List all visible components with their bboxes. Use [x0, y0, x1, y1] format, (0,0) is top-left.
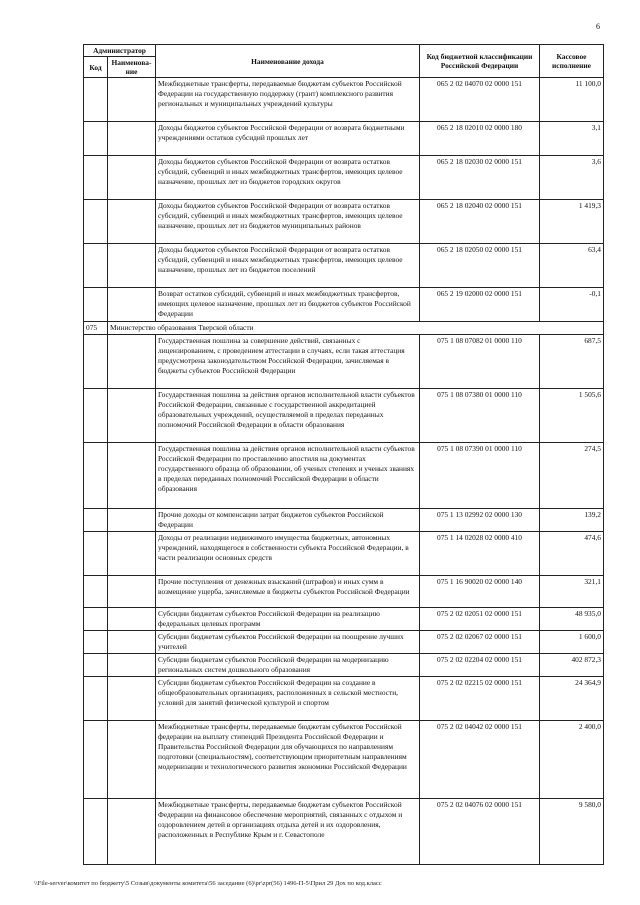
income-name: Доходы бюджетов субъектов Российской Федерации от возврата остатков субсидий, субвенций и иных межбюджетных трансфертов, имеющих целевое назначение, прошлых лет из бюджетов муниципальных районов	[156, 200, 420, 244]
income-name: Межбюджетные трансферты, передаваемые бюджетам субъектов Российской Федерации на государственную поддержку (грант) комплексного развития региональных и муниципальных учреждений культуры	[156, 78, 420, 122]
income-name: Межбюджетные трансферты, передаваемые бюджетам субъектов Российской Федерации на финансовое обеспечение мероприятий, связанных с отдыхом и оздоровлением детей в организациях отдыха детей и их оздоровления, расположенных в Республике Крым и г. Севастополе	[156, 799, 420, 865]
amount: 402 872,3	[540, 654, 604, 677]
amount: 3,6	[540, 156, 604, 200]
income-name: Субсидии бюджетам субъектов Российской Федерации на модернизацию региональных систем дошкольного образования	[156, 654, 420, 677]
income-name: Субсидии бюджетам субъектов Российской Федерации на реализацию федеральных целевых программ	[156, 608, 420, 631]
budget-code: 065 2 18 02010 02 0000 180	[420, 122, 540, 156]
table-row	[84, 335, 604, 389]
amount: 3,1	[540, 122, 604, 156]
amount: 1 600,0	[540, 631, 604, 654]
header-budget-classification: Код бюджетной классификации Российской Федерации	[420, 45, 540, 78]
amount: 1 505,6	[540, 389, 604, 443]
table-row	[84, 122, 604, 156]
income-name: Субсидии бюджетам субъектов Российской Федерации на поощрение лучших учителей	[156, 631, 420, 654]
budget-code: 065 2 18 02040 02 0000 151	[420, 200, 540, 244]
income-name: Доходы бюджетов субъектов Российской Федерации от возврата бюджетными учреждениями остатков субсидий прошлых лет	[156, 122, 420, 156]
table-row	[84, 78, 604, 122]
table-row	[84, 608, 604, 631]
budget-code: 075 1 08 07380 01 0000 110	[420, 389, 540, 443]
income-name: Межбюджетные трансферты, передаваемые бюджетам субъектов Российской федерации на выплату стипендий Президента Российской Федерации и Правительства Российской Федерации для обучающихся по направлениям подготовки (специальностям), соответствующим приоритетным направлениям модернизации и технологического развития экономики Российской Федерации	[156, 721, 420, 799]
budget-code: 075 1 08 07082 01 0000 110	[420, 335, 540, 389]
table-row	[84, 677, 604, 721]
income-name: Доходы от реализации недвижимого имущества бюджетных, автономных учреждений, находящегося в собственности субъекта Российской Федерации, в части реализации основных средств	[156, 532, 420, 576]
table-row	[84, 631, 604, 654]
income-name: Возврат остатков субсидий, субвенций и иных межбюджетных трансфертов, имеющих целевое назначение, прошлых лет из бюджетов субъектов Российской Федерации	[156, 288, 420, 322]
budget-code: 075 2 02 02067 02 0000 151	[420, 631, 540, 654]
table-row	[84, 721, 604, 799]
amount: 139,2	[540, 509, 604, 532]
amount: -0,1	[540, 288, 604, 322]
header-admin-name: Наименова-ние	[108, 57, 156, 78]
amount: 474,6	[540, 532, 604, 576]
table-row	[84, 532, 604, 576]
amount: 48 935,0	[540, 608, 604, 631]
income-name: Доходы бюджетов субъектов Российской Федерации от возврата остатков субсидий, субвенций и иных межбюджетных трансфертов, имеющих целевое назначение, прошлых лет из бюджетов городских округов	[156, 156, 420, 200]
table-row	[84, 200, 604, 244]
administrator-row	[84, 322, 604, 335]
header-cash-execution: Кассовое исполнение	[540, 45, 604, 78]
income-name: Государственная пошлина за действия органов исполнительной власти субъектов Российской Федерации, связанные с государственной аккредитацией образовательных учреждений, осуществляемой в пределах переданных полномочий Российской Федерации в области образования	[156, 389, 420, 443]
amount: 1 419,3	[540, 200, 604, 244]
table-row	[84, 288, 604, 322]
budget-code: 065 2 18 02030 02 0000 151	[420, 156, 540, 200]
table-row	[84, 654, 604, 677]
budget-code: 075 2 02 04076 02 0000 151	[420, 799, 540, 865]
income-name: Государственная пошлина за действия органов исполнительной власти субъектов Российской Федерации по проставлению апостиля на документах государственного образца об образовании, об ученых степенях и ученых званиях в пределах переданных полномочий Российской Федерации в области образования	[156, 443, 420, 509]
amount: 9 580,0	[540, 799, 604, 865]
income-name: Прочие поступления от денежных взысканий (штрафов) и иных сумм в возмещение ущерба, зачисляемые в бюджеты субъектов Российской Федерации	[156, 576, 420, 608]
income-name: Субсидии бюджетам субъектов Российской Федерации на создание в общеобразовательных организациях, расположенных в сельской местности, условий для занятий физической культурой и спортом	[156, 677, 420, 721]
table-header	[84, 45, 604, 78]
table-row	[84, 509, 604, 532]
admin-name: Министерство образования Тверской области	[108, 322, 604, 335]
table-row	[84, 443, 604, 509]
income-name: Прочие доходы от компенсации затрат бюджетов субъектов Российской Федерации	[156, 509, 420, 532]
amount: 274,5	[540, 443, 604, 509]
amount: 11 100,0	[540, 78, 604, 122]
table-row	[84, 389, 604, 443]
amount: 24 364,9	[540, 677, 604, 721]
income-name: Государственная пошлина за совершение действий, связанных с лицензированием, с проведением аттестации в случаях, если такая аттестация предусмотрена законодательством Российской Федерации, зачисляемая в бюджеты субъектов Российской Федерации	[156, 335, 420, 389]
table-row	[84, 576, 604, 608]
budget-code: 075 2 02 02215 02 0000 151	[420, 677, 540, 721]
table-row	[84, 244, 604, 288]
header-code: Код	[84, 57, 108, 78]
income-name: Доходы бюджетов субъектов Российской Федерации от возврата остатков субсидий, субвенций и иных межбюджетных трансфертов, имеющих целевое назначение, прошлых лет из бюджетов поселений	[156, 244, 420, 288]
budget-code: 075 1 13 02992 02 0000 130	[420, 509, 540, 532]
amount: 321,1	[540, 576, 604, 608]
header-income-name: Наименование дохода	[156, 45, 420, 78]
budget-code: 065 2 18 02050 02 0000 151	[420, 244, 540, 288]
budget-code: 065 2 19 02000 02 0000 151	[420, 288, 540, 322]
table-row	[84, 156, 604, 200]
budget-code: 075 2 02 02051 02 0000 151	[420, 608, 540, 631]
amount: 2 400,0	[540, 721, 604, 799]
amount: 63,4	[540, 244, 604, 288]
budget-code: 075 1 08 07390 01 0000 110	[420, 443, 540, 509]
amount: 687,5	[540, 335, 604, 389]
file-path-footer: \\File-server\комитет по бюджету\5 Созыв\документы комитета\56 заседание (6)\pr\zpr(56) 1496-П-5\Прил 29 Дох по код.класс	[34, 880, 382, 887]
budget-code: 075 2 02 04042 02 0000 151	[420, 721, 540, 799]
budget-code: 075 1 14 02028 02 0000 410	[420, 532, 540, 576]
admin-code: 075	[84, 322, 108, 335]
table-row	[84, 799, 604, 865]
budget-code: 065 2 02 04070 02 0000 151	[420, 78, 540, 122]
header-administrator: Администратор	[84, 45, 156, 57]
income-table	[83, 44, 604, 865]
budget-code: 075 1 16 90020 02 0000 140	[420, 576, 540, 608]
budget-code: 075 2 02 02204 02 0000 151	[420, 654, 540, 677]
page-number: 6	[596, 22, 600, 31]
